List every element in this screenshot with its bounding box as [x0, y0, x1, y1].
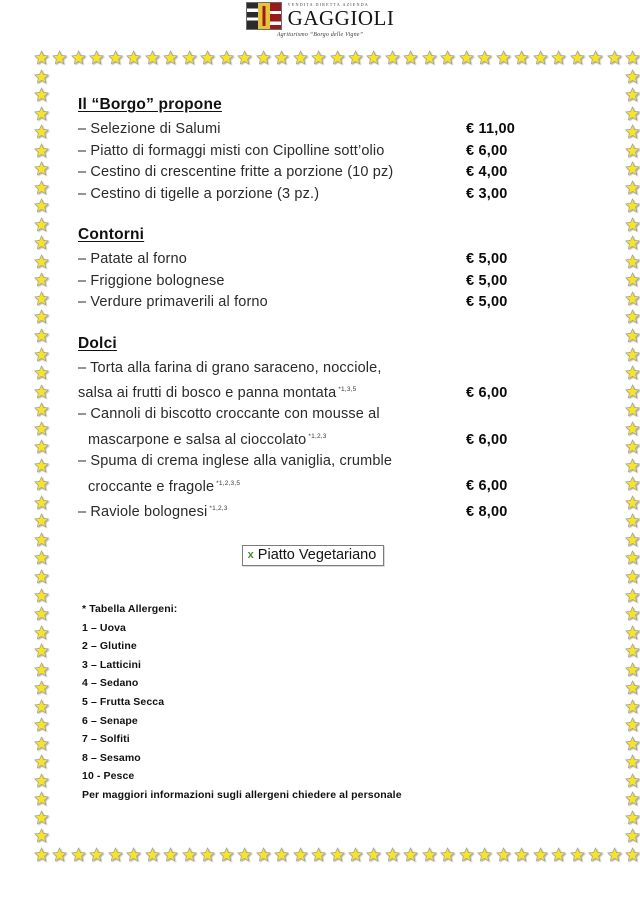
- star-icon: [219, 847, 234, 862]
- star-icon: [625, 180, 640, 195]
- star-icon: [625, 384, 640, 399]
- menu-item-label: salsa ai frutti di bosco e panna montata: [78, 384, 337, 401]
- star-icon: [237, 847, 252, 862]
- star-icon: [34, 717, 49, 732]
- menu-item-name: [78, 379, 466, 404]
- star-icon: [403, 50, 418, 65]
- allergen-ref: *1,3,5: [336, 386, 357, 393]
- menu-item-row: [78, 119, 548, 141]
- section-spacer: [78, 314, 548, 335]
- star-icon: [34, 513, 49, 528]
- star-icon: [34, 680, 49, 695]
- star-icon: [52, 50, 67, 65]
- star-icon: [514, 50, 529, 65]
- star-icon: [625, 606, 640, 621]
- star-icon: [34, 50, 49, 65]
- menu-item-price: € 4,00: [466, 164, 508, 180]
- star-icon: [163, 847, 178, 862]
- star-icon: [89, 50, 104, 65]
- star-icon: [330, 847, 345, 862]
- star-icon: [34, 402, 49, 417]
- star-icon: [34, 291, 49, 306]
- star-icon: [52, 847, 67, 862]
- star-icon: [34, 309, 49, 324]
- allergen-item: 7 – Solfiti: [82, 733, 130, 746]
- menu-item-price: € 5,00: [466, 251, 508, 267]
- star-icon: [163, 50, 178, 65]
- star-icon: [625, 625, 640, 640]
- coat-of-arms-icon: [246, 2, 282, 30]
- star-icon: [34, 235, 49, 250]
- star-icon: [293, 50, 308, 65]
- star-icon: [89, 847, 104, 862]
- star-icon: [625, 124, 640, 139]
- leaf-icon: x: [247, 548, 254, 561]
- star-icon: [625, 402, 640, 417]
- star-icon: [34, 143, 49, 158]
- star-icon: [533, 50, 548, 65]
- menu-item-price: € 3,00: [466, 185, 508, 202]
- menu-item-row: [78, 184, 548, 206]
- allergen-item: 6 – Senape: [82, 714, 138, 727]
- star-icon: [625, 347, 640, 362]
- menu-item-price: € 5,00: [466, 294, 508, 310]
- star-icon: [71, 50, 86, 65]
- section-title: Il “Borgo” propone: [78, 96, 222, 113]
- star-icon: [34, 662, 49, 677]
- star-icon: [625, 699, 640, 714]
- allergen-ref: *1,2,3: [207, 504, 228, 512]
- star-icon: [625, 476, 640, 491]
- allergen-ref: *1,2,3: [306, 432, 327, 440]
- star-icon: [625, 495, 640, 510]
- menu-item-label: – Torta alla farina di grano saraceno, nocciole,: [78, 359, 382, 376]
- star-icon: [219, 50, 234, 65]
- star-icon: [34, 847, 49, 862]
- star-icon: [625, 106, 640, 121]
- menu-item-price: € 5,00: [466, 272, 508, 289]
- menu-section: [78, 96, 548, 205]
- star-icon: [34, 384, 49, 399]
- menu-item-row: [78, 473, 548, 498]
- star-icon: [330, 50, 345, 65]
- star-icon: [34, 625, 49, 640]
- logo-supertext: VENDITA DIRETTA AZIENDA: [287, 1, 369, 7]
- vegetarian-badge-label: Piatto Vegetariano: [257, 547, 377, 563]
- menu-section: [78, 335, 548, 524]
- allergen-table: [82, 600, 502, 805]
- menu-item-name: [78, 473, 466, 498]
- star-icon: [108, 50, 123, 65]
- star-icon: [256, 847, 271, 862]
- menu-item-name: [78, 249, 466, 271]
- menu-item-name: [78, 358, 466, 380]
- star-icon: [625, 736, 640, 751]
- menu-item-name: [78, 119, 466, 141]
- star-icon: [625, 550, 640, 565]
- star-icon: [200, 50, 215, 65]
- star-icon: [385, 50, 400, 65]
- star-icon: [293, 847, 308, 862]
- star-icon: [348, 50, 363, 65]
- menu-item-row: [78, 379, 548, 404]
- star-icon: [34, 421, 49, 436]
- star-icon: [625, 791, 640, 806]
- menu-item-price: € 6,00: [466, 431, 508, 448]
- star-icon: [34, 550, 49, 565]
- star-icon: [34, 217, 49, 232]
- star-icon: [274, 847, 289, 862]
- star-icon: [551, 50, 566, 65]
- allergen-item: 3 – Latticini: [82, 658, 142, 671]
- menu-item-price: € 8,00: [466, 503, 508, 520]
- menu-item-name: [78, 426, 466, 451]
- star-icon: [182, 50, 197, 65]
- section-spacer: [78, 205, 548, 226]
- star-icon: [34, 773, 49, 788]
- star-icon: [625, 217, 640, 232]
- star-icon: [126, 50, 141, 65]
- star-icon: [625, 235, 640, 250]
- star-icon: [625, 272, 640, 287]
- star-icon: [607, 50, 622, 65]
- star-icon: [440, 847, 455, 862]
- menu-item-row: [78, 498, 548, 523]
- star-icon: [108, 847, 123, 862]
- star-icon: [496, 50, 511, 65]
- star-icon: [145, 847, 160, 862]
- star-icon: [625, 421, 640, 436]
- menu-item-row: [78, 162, 548, 184]
- star-icon: [34, 532, 49, 547]
- star-icon: [625, 309, 640, 324]
- section-title: Contorni: [78, 226, 145, 243]
- star-icon: [311, 847, 326, 862]
- star-icon: [625, 161, 640, 176]
- star-icon: [625, 254, 640, 269]
- menu-item-price: € 6,00: [466, 142, 508, 159]
- menu-item-name: [78, 271, 466, 293]
- star-icon: [237, 50, 252, 65]
- menu-item-name: [78, 162, 466, 184]
- star-icon: [625, 754, 640, 769]
- star-icon: [588, 847, 603, 862]
- star-icon: [533, 847, 548, 862]
- star-icon: [274, 50, 289, 65]
- menu-item-label: – Cestino di crescentine fritte a porzione (10 pz): [78, 164, 394, 180]
- star-icon: [607, 847, 622, 862]
- menu-item-name: [78, 184, 466, 206]
- menu-item-row: [78, 404, 548, 426]
- star-icon: [625, 328, 640, 343]
- restaurant-logo: [0, 2, 640, 48]
- star-icon: [570, 847, 585, 862]
- star-icon: [34, 736, 49, 751]
- menu-item-price: € 6,00: [466, 478, 508, 495]
- star-icon: [34, 569, 49, 584]
- menu-item-row: [78, 141, 548, 163]
- menu-item-name: [78, 404, 466, 426]
- menu-item-label: – Cannoli di biscotto croccante con mousse al: [78, 406, 380, 423]
- menu-item-label: – Selezione di Salumi: [78, 121, 221, 137]
- star-icon: [34, 272, 49, 287]
- star-icon: [366, 50, 381, 65]
- star-icon: [625, 87, 640, 102]
- allergen-note: Per maggiori informazioni sugli allergeni chiedere al personale: [82, 788, 402, 801]
- star-icon: [34, 180, 49, 195]
- star-icon: [34, 124, 49, 139]
- star-icon: [588, 50, 603, 65]
- menu-item-label: – Spuma di crema inglese alla vaniglia, crumble: [78, 453, 393, 470]
- allergen-item: 4 – Sedano: [82, 677, 139, 690]
- star-icon: [34, 161, 49, 176]
- allergen-item: 1 – Uova: [82, 621, 126, 634]
- star-icon: [625, 291, 640, 306]
- star-icon: [625, 569, 640, 584]
- vegetarian-badge: [242, 545, 385, 566]
- star-icon: [625, 588, 640, 603]
- star-icon: [625, 643, 640, 658]
- menu-item-name: [78, 141, 466, 163]
- star-icon: [200, 847, 215, 862]
- star-icon: [625, 847, 640, 862]
- star-icon: [440, 50, 455, 65]
- menu-item-label: – Verdure primaverili al forno: [78, 294, 268, 310]
- menu-item-row: [78, 358, 548, 380]
- star-icon: [34, 365, 49, 380]
- menu-item-row: [78, 271, 548, 293]
- menu-item-price: € 11,00: [466, 121, 515, 137]
- star-icon: [625, 680, 640, 695]
- star-icon: [625, 810, 640, 825]
- star-icon: [348, 847, 363, 862]
- star-icon: [625, 717, 640, 732]
- star-icon: [34, 828, 49, 843]
- star-icon: [496, 847, 511, 862]
- star-icon: [34, 699, 49, 714]
- allergen-item: 2 – Glutine: [82, 640, 137, 653]
- star-icon: [34, 606, 49, 621]
- star-icon: [34, 643, 49, 658]
- star-icon: [551, 847, 566, 862]
- star-icon: [34, 458, 49, 473]
- star-icon: [459, 847, 474, 862]
- star-icon: [625, 365, 640, 380]
- star-icon: [625, 198, 640, 213]
- menu-item-row: [78, 451, 548, 473]
- menu-item-label: – Cestino di tigelle a porzione (3 pz.): [78, 185, 320, 202]
- star-icon: [145, 50, 160, 65]
- allergen-item: 10 - Pesce: [82, 770, 135, 783]
- star-icon: [34, 69, 49, 84]
- menu-item-name: [78, 292, 466, 314]
- star-icon: [311, 50, 326, 65]
- star-icon: [34, 328, 49, 343]
- allergen-item: 8 – Sesamo: [82, 751, 141, 764]
- menu-item-label: mascarpone e salsa al cioccolato: [88, 431, 307, 448]
- star-icon: [34, 347, 49, 362]
- star-icon: [625, 662, 640, 677]
- star-icon: [34, 810, 49, 825]
- menu-item-name: [78, 498, 466, 523]
- allergen-ref: *1,2,3,5: [214, 479, 241, 487]
- menu-content: [78, 96, 548, 523]
- star-icon: [34, 754, 49, 769]
- section-title: Dolci: [78, 334, 117, 352]
- star-icon: [514, 847, 529, 862]
- menu-item-row: [78, 426, 548, 451]
- star-icon: [625, 458, 640, 473]
- menu-item-label: – Friggione bolognese: [78, 272, 225, 289]
- menu-item-row: [78, 292, 548, 314]
- star-icon: [34, 495, 49, 510]
- star-icon: [34, 791, 49, 806]
- star-icon: [34, 106, 49, 121]
- menu-item-price: € 6,00: [466, 384, 508, 401]
- allergen-item: 5 – Frutta Secca: [82, 695, 165, 708]
- star-icon: [385, 847, 400, 862]
- star-icon: [422, 847, 437, 862]
- menu-item-name: [78, 451, 466, 473]
- star-icon: [182, 847, 197, 862]
- menu-item-label: – Raviole bolognesi: [78, 503, 208, 520]
- star-icon: [34, 198, 49, 213]
- star-icon: [34, 588, 49, 603]
- star-icon: [625, 773, 640, 788]
- star-icon: [625, 513, 640, 528]
- star-icon: [34, 87, 49, 102]
- star-icon: [625, 50, 640, 65]
- star-icon: [625, 439, 640, 454]
- star-icon: [34, 254, 49, 269]
- star-icon: [366, 847, 381, 862]
- vegetarian-badge-wrap: [78, 545, 548, 566]
- logo-tagline: Agriturismo “Borgo delle Vigne”: [276, 32, 364, 38]
- star-icon: [422, 50, 437, 65]
- menu-item-label: croccante e fragole: [88, 478, 215, 495]
- star-icon: [256, 50, 271, 65]
- menu-section: [78, 226, 548, 314]
- star-icon: [403, 847, 418, 862]
- star-icon: [459, 50, 474, 65]
- star-icon: [625, 532, 640, 547]
- menu-item-label: – Piatto di formaggi misti con Cipolline sott’olio: [78, 142, 385, 159]
- star-icon: [34, 439, 49, 454]
- star-icon: [625, 69, 640, 84]
- allergen-table-title: * Tabella Allergeni:: [82, 603, 178, 615]
- star-icon: [570, 50, 585, 65]
- star-icon: [71, 847, 86, 862]
- star-icon: [477, 847, 492, 862]
- menu-item-label: – Patate al forno: [78, 251, 187, 267]
- star-icon: [126, 847, 141, 862]
- star-icon: [34, 476, 49, 491]
- star-icon: [625, 828, 640, 843]
- star-icon: [477, 50, 492, 65]
- menu-item-row: [78, 249, 548, 271]
- logo-name: GAGGIOLI: [287, 6, 395, 31]
- star-icon: [625, 143, 640, 158]
